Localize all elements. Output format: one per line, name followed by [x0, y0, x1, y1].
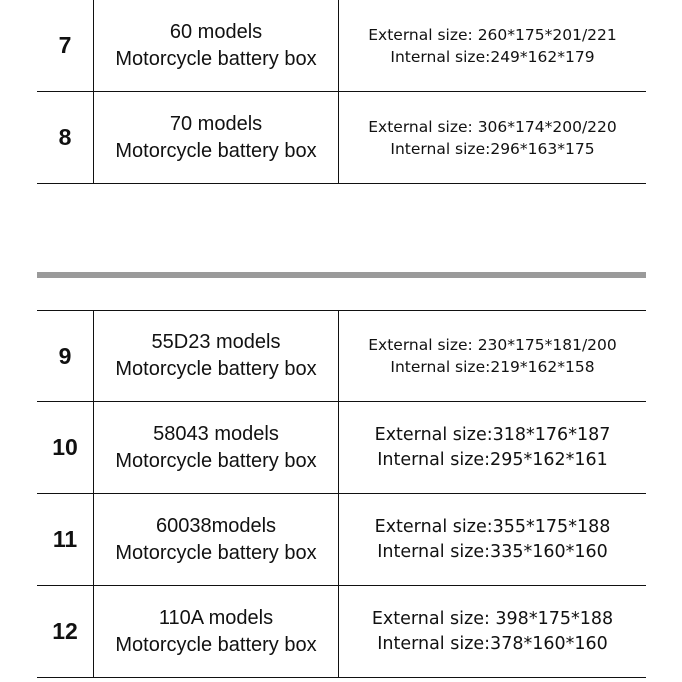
internal-size: Internal size:249*162*179	[390, 47, 595, 66]
size-cell	[339, 586, 646, 677]
model-cell	[94, 402, 338, 493]
internal-size: Internal size:296*163*175	[390, 139, 595, 158]
size-cell	[339, 494, 646, 585]
table-row	[37, 310, 646, 402]
model-cell	[94, 311, 338, 401]
model-name: 110A models	[158, 606, 274, 629]
product-type: Motorcycle battery box	[115, 139, 317, 162]
product-type: Motorcycle battery box	[115, 358, 317, 380]
model-name: 58043 models	[153, 422, 279, 445]
model-name: 60 models	[169, 20, 263, 43]
row-number: 10	[52, 434, 78, 460]
size-cell	[339, 92, 646, 183]
model-cell	[94, 92, 338, 183]
product-type: Motorcycle battery box	[115, 541, 317, 564]
size-cell	[339, 402, 646, 493]
internal-size: Internal size:335*160*160	[377, 541, 608, 562]
internal-size: Internal size:378*160*160	[377, 633, 608, 654]
table-row	[37, 494, 646, 586]
section-divider	[37, 272, 646, 278]
row-number: 8	[58, 124, 72, 150]
external-size: External size: 398*175*188	[371, 608, 614, 629]
product-table-bottom	[37, 310, 646, 678]
internal-size: Internal size:295*162*161	[377, 449, 608, 470]
external-size: External size:355*175*188	[374, 516, 611, 537]
external-size: External size: 306*174*200/220	[368, 117, 617, 136]
table-row	[37, 586, 646, 678]
product-type: Motorcycle battery box	[115, 633, 317, 656]
product-table-top	[37, 0, 646, 184]
external-size: External size: 260*175*201/221	[368, 25, 617, 44]
row-number: 9	[58, 342, 72, 369]
model-cell	[94, 494, 338, 585]
table-row	[37, 92, 646, 184]
model-cell	[94, 586, 338, 677]
size-cell	[339, 311, 646, 401]
product-type: Motorcycle battery box	[115, 47, 317, 70]
external-size: External size: 230*175*181/200	[368, 336, 617, 354]
table-row	[37, 402, 646, 494]
model-name: 60038models	[155, 514, 277, 537]
model-name: 70 models	[169, 112, 263, 135]
size-cell	[339, 0, 646, 91]
product-type: Motorcycle battery box	[115, 449, 317, 472]
table-row	[37, 0, 646, 92]
row-number: 12	[52, 618, 78, 644]
internal-size: Internal size:219*162*158	[390, 358, 595, 376]
row-number: 11	[52, 526, 78, 552]
external-size: External size:318*176*187	[374, 424, 611, 445]
model-name: 55D23 models	[151, 331, 281, 353]
model-cell	[94, 0, 338, 91]
row-number: 7	[58, 32, 72, 58]
